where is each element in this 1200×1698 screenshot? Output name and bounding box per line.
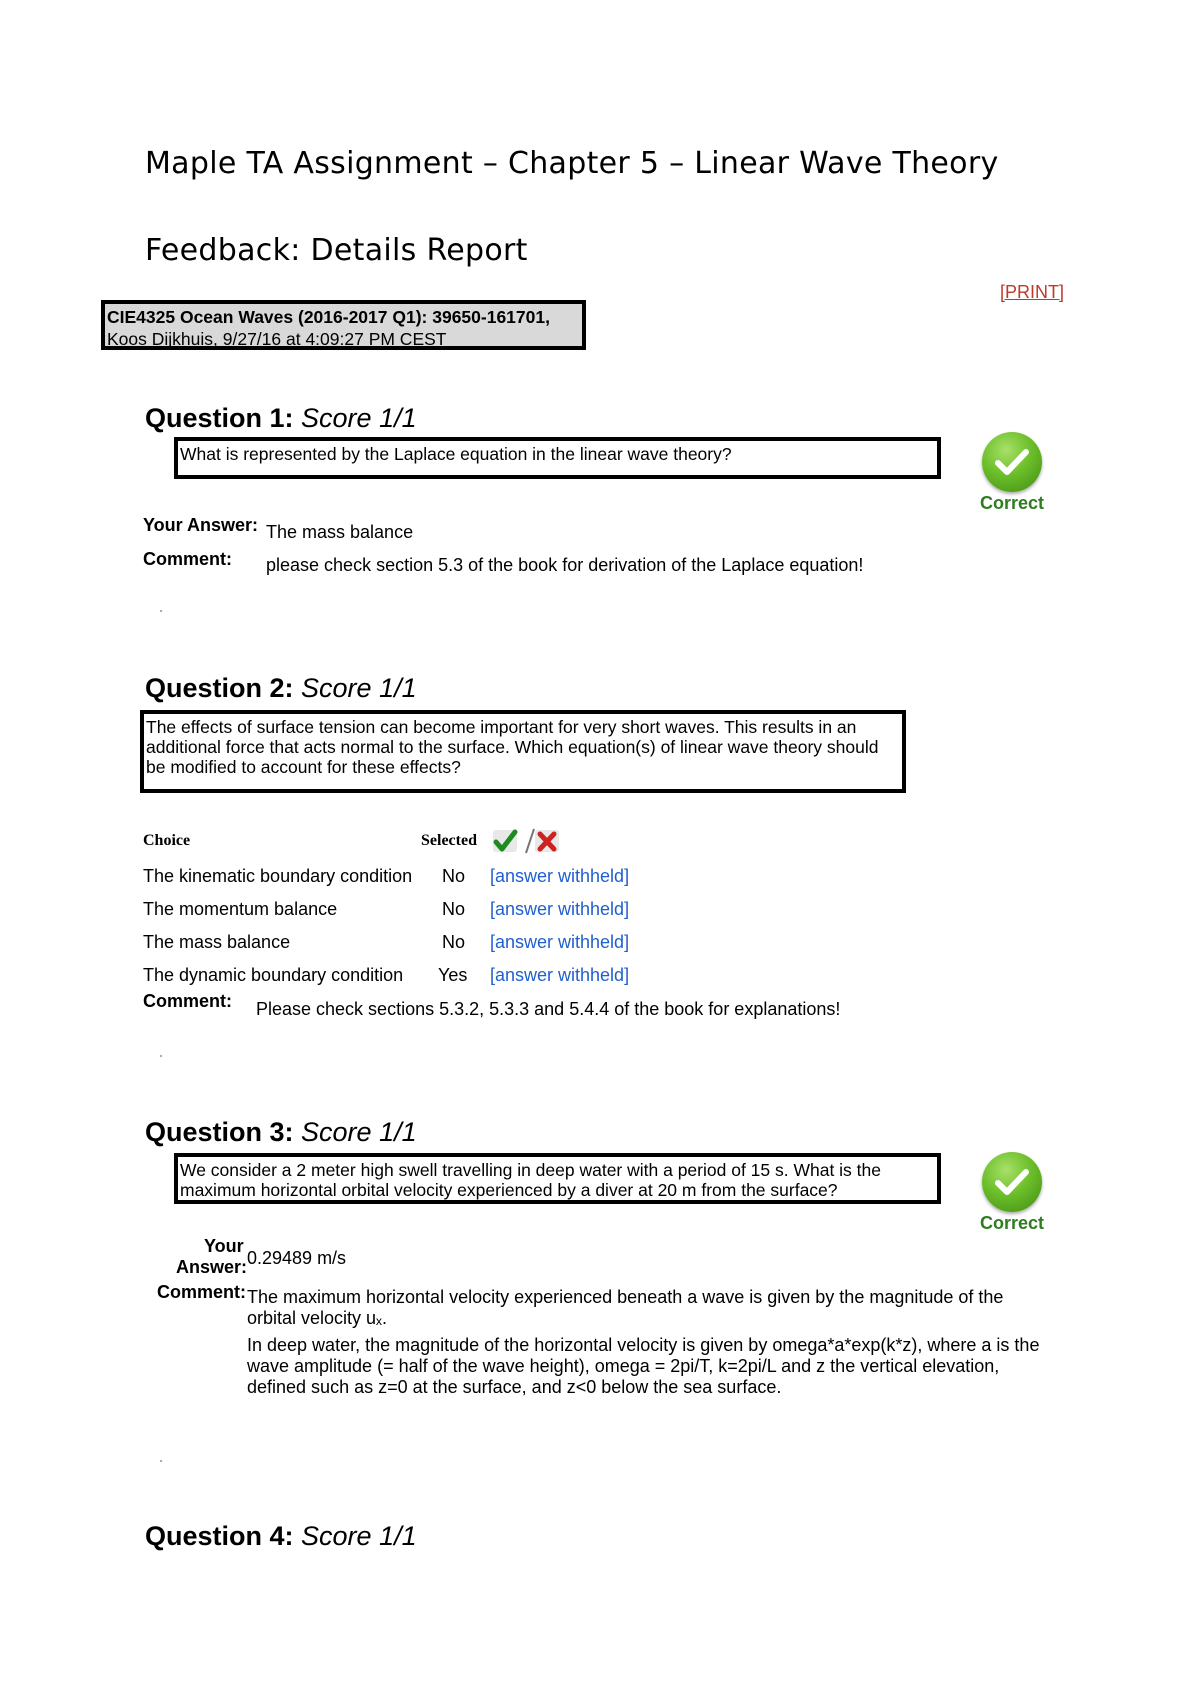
question-1-answer: The mass balance <box>266 522 414 542</box>
question-4-heading <box>145 1521 417 1552</box>
student-line: Koos Dijkhuis, 9/27/16 at 4:09:27 PM CEST <box>107 329 447 349</box>
separator-dot <box>160 610 162 612</box>
answer-label: Answer: <box>176 1257 248 1277</box>
choice-4-text: The dynamic boundary condition <box>143 965 404 985</box>
comment-label: Comment: <box>157 1282 246 1302</box>
separator-dot <box>160 1055 162 1057</box>
choice-4-selected: Yes <box>438 965 468 985</box>
question-4-label: Question 4: <box>145 1521 294 1551</box>
choice-1-selected: No <box>442 866 466 886</box>
question-3-answer: 0.29489 m/s <box>247 1248 347 1268</box>
your-label: Your <box>204 1236 244 1256</box>
document-title: Maple TA Assignment – Chapter 5 – Linear Wave Theory <box>145 146 999 181</box>
question-2-comment: Please check sections 5.3.2, 5.3.3 and 5.4.4 of the book for explanations! <box>256 999 841 1019</box>
question-2-text-box <box>140 710 906 793</box>
question-2-score: Score 1/1 <box>301 673 417 703</box>
choice-3-text: The mass balance <box>143 932 291 952</box>
document-subtitle: Feedback: Details Report <box>145 233 528 268</box>
choice-3-selected: No <box>442 932 466 952</box>
print-link[interactable]: [PRINT] <box>1000 282 1065 302</box>
course-info-box <box>101 300 586 350</box>
question-3-text-box <box>174 1153 941 1204</box>
choice-2-feedback-link[interactable]: [answer withheld] <box>490 899 630 919</box>
question-4-score: Score 1/1 <box>301 1521 417 1551</box>
question-1-comment: please check section 5.3 of the book for derivation of the Laplace equation! <box>266 555 864 575</box>
separator-dot <box>160 1460 162 1462</box>
correct-label: Correct <box>979 1213 1045 1233</box>
choice-column-header: Choice <box>143 832 191 849</box>
question-2-label: Question 2: <box>145 673 294 703</box>
question-1-text-box <box>174 437 941 479</box>
check-icon <box>982 432 1042 492</box>
question-3-comment-paragraph-2: In deep water, the magnitude of the horizontal velocity is given by omega*a*exp(k*z), where a is the wave amplitude (= half of the wave height), omega = 2pi/T, k=2pi/L and z the vertical elevation, defined such as z=0 at the surface, and z<0 below the sea surface. <box>247 1335 1040 1397</box>
selected-column-header: Selected <box>421 832 477 849</box>
question-1-correct-badge <box>972 432 1052 514</box>
question-3-correct-badge <box>972 1152 1052 1234</box>
question-3-comment-paragraph-1: The maximum horizontal velocity experienced beneath a wave is given by the magnitude of the orbital velocity uₓ. <box>247 1287 1004 1328</box>
choice-1-text: The kinematic boundary condition <box>143 866 413 886</box>
your-answer-label: Your Answer: <box>143 515 259 535</box>
check-icon <box>982 1152 1042 1212</box>
correct-label: Correct <box>979 493 1045 513</box>
choice-4-feedback-link[interactable]: [answer withheld] <box>490 965 630 985</box>
comment-label: Comment: <box>143 549 232 569</box>
question-1-heading <box>145 403 417 434</box>
question-1-score: Score 1/1 <box>301 403 417 433</box>
course-line: CIE4325 Ocean Waves (2016-2017 Q1): 39650-161701, <box>107 307 550 327</box>
question-3-heading <box>145 1117 417 1148</box>
choice-2-text: The momentum balance <box>143 899 338 919</box>
question-3-label: Question 3: <box>145 1117 294 1147</box>
question-3-comment <box>247 1287 1047 1398</box>
check-cross-icon <box>490 826 562 856</box>
choice-1-feedback-link[interactable]: [answer withheld] <box>490 866 630 886</box>
question-1-text: What is represented by the Laplace equation in the linear wave theory? <box>180 444 732 464</box>
question-3-text: We consider a 2 meter high swell travelling in deep water with a period of 15 s. What is the maximum horizontal orbital velocity experienced by a diver at 20 m from the surface? <box>180 1160 881 1200</box>
question-1-label: Question 1: <box>145 403 294 433</box>
question-2-text: The effects of surface tension can become important for very short waves. This results in an additional force that acts normal to the surface. Which equation(s) of linear wave theory should be modified to account for these effects? <box>146 717 879 777</box>
question-2-heading <box>145 673 417 704</box>
question-3-score: Score 1/1 <box>301 1117 417 1147</box>
choice-3-feedback-link[interactable]: [answer withheld] <box>490 932 630 952</box>
comment-label: Comment: <box>143 991 232 1011</box>
choice-2-selected: No <box>442 899 466 919</box>
